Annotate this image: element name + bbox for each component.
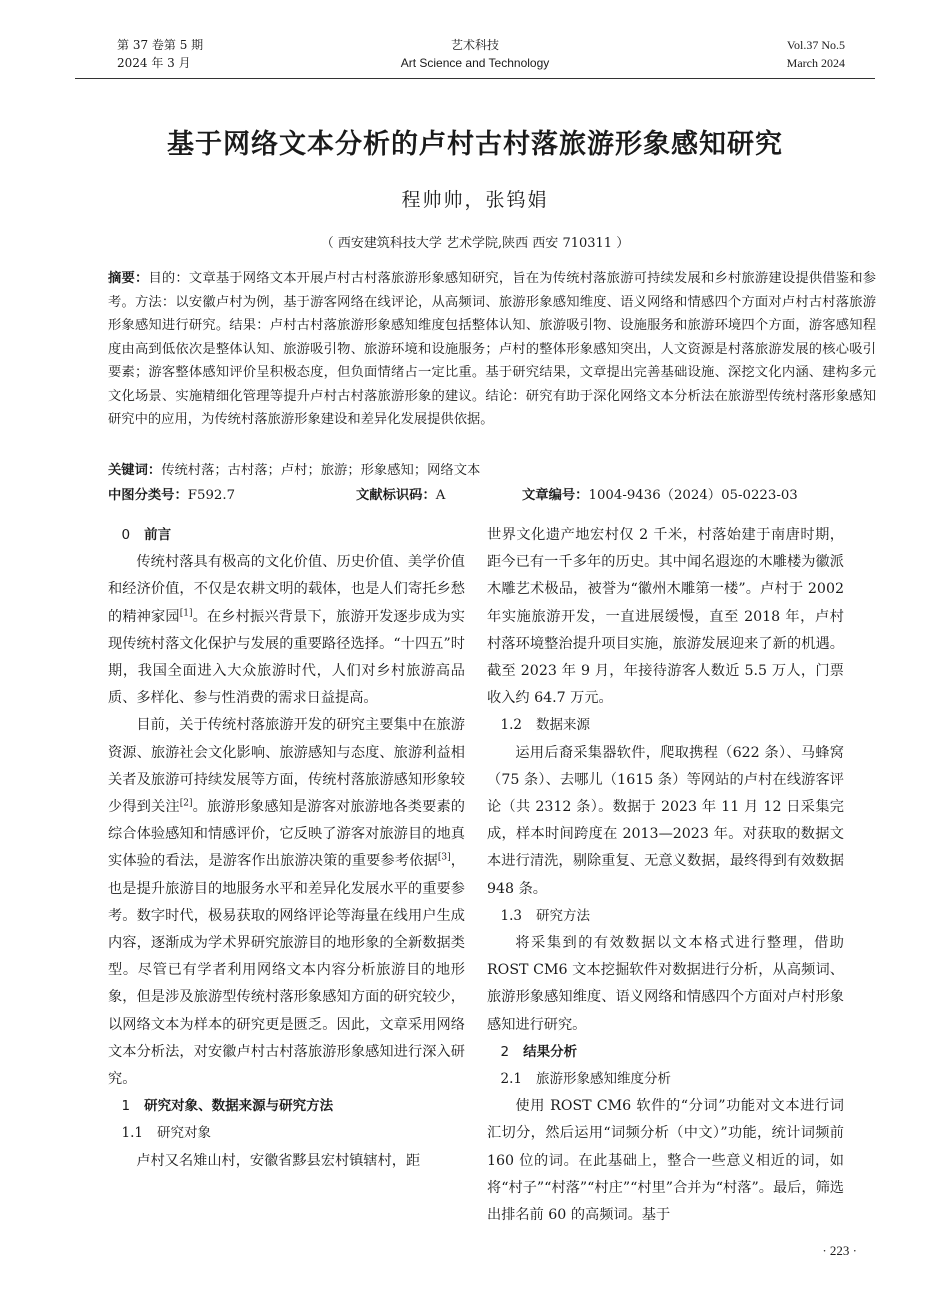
subsection-number: 2.1 xyxy=(500,1071,522,1088)
clc-number xyxy=(108,484,235,507)
paragraph xyxy=(108,712,465,1093)
journal-name-en: Art Science and Technology xyxy=(400,56,550,70)
header-right xyxy=(787,36,845,72)
section-title: 研究对象、数据来源与研究方法 xyxy=(144,1098,334,1115)
subsection-heading xyxy=(487,712,844,739)
section-number: 1 xyxy=(121,1098,131,1115)
paragraph-text: 。在乡村振兴背景下，旅游开发逐步成为实现传统村落文化保护与发展的重要路径选择。“十四五”时期，我国全面进入大众旅游时代，人们对乡村旅游高品质、多样化、参与性消费的需求日益提高。 xyxy=(108,608,465,707)
author-affiliation: （ 西安建筑科技大学 艺术学院,陕西 西安 710311 ） xyxy=(320,236,630,251)
section-title: 结果分析 xyxy=(523,1043,578,1060)
abstract xyxy=(108,267,876,432)
left-column xyxy=(108,522,465,1175)
header-date-en: March 2024 xyxy=(786,56,845,70)
subsection-number: 1.1 xyxy=(121,1125,143,1142)
subsection-heading xyxy=(487,1066,844,1093)
paragraph: 使用 ROST CM6 软件的“分词”功能对文本进行词汇切分，然后运用“词频分析（中文）”功能，统计词频前 160 位的词。在此基础上，整合一些意义相近的词，如将“村子”“村落”“村庄”“村里”合并为“村落”。最后，筛选出排名前 60 的高频词。基于 xyxy=(487,1098,844,1224)
abstract-text: 目的：文章基于网络文本开展卢村古村落旅游形象感知研究，旨在为传统村落旅游可持续发展和乡村旅游建设提供借鉴和参考。方法：以安徽卢村为例，基于游客网络在线评论，从高频词、旅游形象感知维度、语义网络和情感四个方面对卢村古村落旅游形象感知进行研究。结果：卢村古村落旅游形象感知维度包括整体认知、旅游吸引物、设施服务和旅游环境四个方面，游客感知程度由高到低依次是整体认知、旅游吸引物、旅游环境和设施服务；卢村的整体形象感知突出，人文资源是村落旅游发展的核心吸引要素；游客整体感知评价呈积极态度，但负面情绪占一定比重。基于研究结果，文章提出完善基础设施、深挖文化内涵、建构多元文化场景、实施精细化管理等提升卢村古村落旅游形象的建议。结论：研究有助于深化网络文本分析法在旅游型传统村落形象感知研究中的应用，为传统村落旅游形象建设和差异化发展提供依据。 xyxy=(108,271,877,427)
header-volume-cn: 第 37 卷第 5 期 xyxy=(117,38,204,52)
section-heading xyxy=(108,522,465,549)
subsection-heading xyxy=(108,1120,465,1147)
paragraph: 世界文化遗产地宏村仅 2 千米，村落始建于南唐时期，距今已有一千多年的历史。其中闻名遐迩的木雕楼为徽派木雕艺术极品，被誉为“徽州木雕第一楼”。卢村于 2002 年实施旅游开发，一直进展缓慢，直至 2018 年，卢村村落环境整治提升项目实施，旅游发展迎来了新的机遇。截至 2023 年 9 月，年接待游客人数近 5.5 万人，门票收入约 64.7 万元。 xyxy=(487,527,844,707)
article-number xyxy=(522,484,798,507)
keywords-text: 传统村落；古村落；卢村；旅游；形象感知；网络文本 xyxy=(161,463,481,478)
citation: [2] xyxy=(179,798,193,809)
journal-name-cn: 艺术科技 xyxy=(450,38,499,52)
header-date-cn: 2024 年 3 月 xyxy=(117,56,191,70)
clc-label: 中图分类号： xyxy=(108,488,188,503)
running-header xyxy=(75,36,875,78)
clc-value: F592.7 xyxy=(187,488,236,503)
subsection-title: 旅游形象感知维度分析 xyxy=(535,1071,671,1088)
doc-code-value: A xyxy=(435,488,446,503)
paragraph-text: 。旅游形象感知是游客对旅游地各类要素的综合体验感知和情感评价，它反映了游客对旅游目的地真实体验的看法，是游客作出旅游决策的重要参考依据 xyxy=(108,799,465,870)
section-heading xyxy=(108,1093,465,1120)
subsection-title: 数据来源 xyxy=(535,717,590,734)
paragraph: 运用后裔采集器软件，爬取携程（622 条）、马蜂窝（75 条）、去哪儿（1615 条）等网站的卢村在线游客评论（共 2312 条）。数据于 2023 年 11 月 12 日采集完成，样本时间跨度在 2013—2023 年。对获取的数据文本进行清洗，剔除重复、无意义数据，最终得到有效数据 948 条。 xyxy=(487,744,844,897)
abstract-label: 摘要： xyxy=(108,271,149,286)
doc-code-label: 文献标识码： xyxy=(356,488,436,503)
keywords-label: 关键词： xyxy=(108,463,162,478)
paragraph-text: 传统村落具有极高的文化价值、历史价值、美学价值和经济价值，不仅是农耕文明的载体，也是人们寄托乡愁的精神家园 xyxy=(108,554,465,625)
document-code xyxy=(356,484,445,507)
page-number: · 223 · xyxy=(822,1243,857,1258)
subsection-title: 研究方法 xyxy=(535,907,590,924)
header-volume-en: Vol.37 No.5 xyxy=(786,38,845,52)
right-column xyxy=(487,522,844,1229)
section-heading xyxy=(487,1039,844,1066)
paper-authors: 程帅帅，张钨娟 xyxy=(401,189,549,211)
subsection-heading xyxy=(487,903,844,930)
section-number: 0 xyxy=(121,527,131,543)
paragraph: 将采集到的有效数据以文本格式进行整理，借助 ROST CM6 文本挖掘软件对数据进行分析，从高频词、旅游形象感知维度、语义网络和情感四个方面对卢村形象感知进行研究。 xyxy=(487,935,844,1033)
citation: [3] xyxy=(437,852,451,863)
section-number: 2 xyxy=(500,1043,510,1060)
subsection-number: 1.2 xyxy=(500,717,522,734)
subsection-number: 1.3 xyxy=(500,907,522,924)
citation: [1] xyxy=(179,607,193,618)
paragraph: 卢村又名雉山村，安徽省黟县宏村镇辖村，距 xyxy=(136,1152,421,1169)
article-number-label: 文章编号： xyxy=(522,488,589,503)
section-title: 前言 xyxy=(144,527,172,543)
paragraph-text: 目前，关于传统村落旅游开发的研究主要集中在旅游资源、旅游社会文化影响、旅游感知与态度、旅游利益相关者及旅游可持续发展等方面，传统村落旅游感知形象较少得到关注 xyxy=(108,717,465,816)
header-rule xyxy=(75,78,875,79)
subsection-title: 研究对象 xyxy=(156,1125,211,1142)
paragraph xyxy=(108,549,465,712)
article-number-value: 1004-9436（2024）05-0223-03 xyxy=(588,488,798,503)
header-journal xyxy=(75,36,875,72)
keywords xyxy=(108,459,876,482)
paper-title: 基于网络文本分析的卢村古村落旅游形象感知研究 xyxy=(167,129,783,160)
paragraph-text: ，也是提升旅游目的地服务水平和差异化发展水平的重要参考。数字时代，极易获取的网络评论等海量在线用户生成内容，逐渐成为学术界研究旅游目的地形象的全新数据类型。尽管已有学者利用网络文本内容分析旅游目的地形象，但是涉及旅游型传统村落形象感知方面的研究较少，以网络文本为样本的研究更是匮乏。因此，文章采用网络文本分析法，对安徽卢村古村落旅游形象感知进行深入研究。 xyxy=(108,853,465,1088)
